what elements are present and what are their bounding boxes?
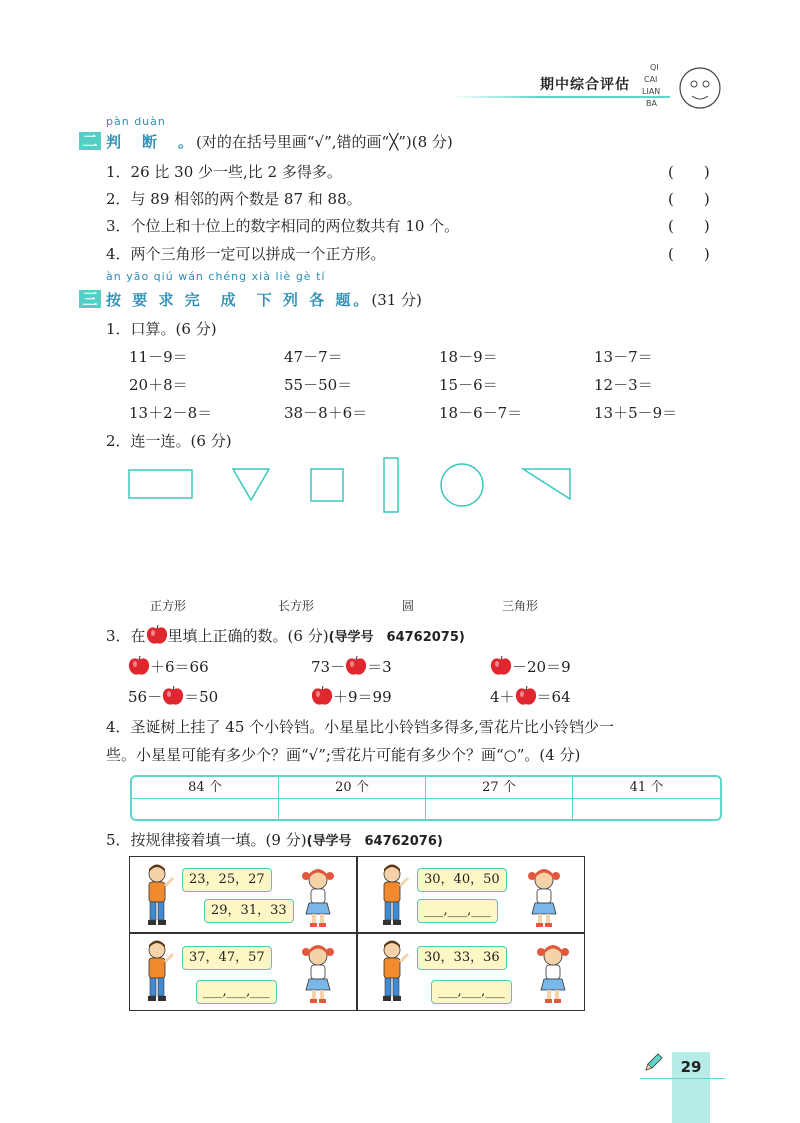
girl-bubble-4[interactable]: ___,___,___ bbox=[431, 980, 512, 1004]
q5-ref: (导学号 64762076) bbox=[306, 834, 443, 849]
judge-answer-1[interactable]: ( ) bbox=[668, 163, 710, 181]
q4-option-84: 84 个 bbox=[132, 777, 279, 799]
judge-answer-3[interactable]: ( ) bbox=[668, 217, 710, 235]
shape-label-square[interactable]: 正方形 bbox=[150, 599, 187, 613]
q3-label bbox=[106, 625, 465, 646]
boy-bubble-3: 37，47，57 bbox=[182, 946, 272, 970]
boy-bubble-4: 30，33，36 bbox=[417, 946, 507, 970]
down-triangle-shape[interactable] bbox=[233, 469, 269, 500]
section3-heading bbox=[106, 289, 422, 310]
calc-r2-c4: 12－3＝ bbox=[594, 376, 653, 394]
page-number: 29 bbox=[680, 1058, 702, 1076]
q5-label: 5．按规律接着填一填。(9 分)(导学号 64762076) bbox=[106, 831, 443, 849]
girl-figure bbox=[531, 942, 575, 1004]
q1-label: 1．口算。(6 分) bbox=[106, 320, 217, 338]
calc-r3-c4: 13＋5－9＝ bbox=[594, 404, 678, 422]
square-shape[interactable] bbox=[311, 469, 343, 501]
section2-heading bbox=[106, 131, 453, 152]
judge-item-3: 3．个位上和十位上的数字相同的两位数共有 10 个。 bbox=[106, 217, 460, 235]
apple-icon bbox=[311, 686, 333, 706]
section2-pinyin: pàn duàn bbox=[106, 115, 166, 128]
apple-eq-4: 56－ ＝50 bbox=[128, 688, 219, 706]
apple-icon bbox=[345, 656, 367, 676]
qi-cai-lian-ba-logo bbox=[628, 56, 728, 116]
apple-icon bbox=[162, 686, 184, 706]
shape-label-rectangle[interactable]: 长方形 bbox=[278, 599, 315, 613]
q4-line1: 4．圣诞树上挂了 45 个小铃铛。小星星比小铃铛多得多,雪花片比小铃铛少一 bbox=[106, 718, 614, 736]
boy-bubble-1: 23，25，27 bbox=[182, 868, 272, 892]
girl-bubble-3[interactable]: ___,___,___ bbox=[196, 980, 277, 1004]
q4-option-20: 20 个 bbox=[279, 777, 426, 799]
q3-label-pre: 3．在 bbox=[106, 627, 146, 645]
section3-number: 三 bbox=[79, 290, 101, 308]
boy-bubble-2: 30，40，50 bbox=[417, 868, 507, 892]
q3-label-post: 里填上正确的数。(6 分) bbox=[167, 627, 329, 645]
judge-answer-4[interactable]: ( ) bbox=[668, 245, 710, 263]
section3-pinyin: àn yāo qiú wán chéng xià liè gè tí bbox=[106, 270, 326, 283]
pencil-icon bbox=[642, 1050, 666, 1074]
apple-eq-6: 4＋ ＝64 bbox=[490, 688, 571, 706]
calc-r3-c3: 18－6－7＝ bbox=[439, 404, 523, 422]
girl-figure bbox=[296, 942, 340, 1004]
section2-instruction: (对的在括号里画“√”,错的画“╳”)(8 分) bbox=[196, 133, 453, 151]
logo-letter-cai: CAI bbox=[644, 75, 658, 84]
calc-r2-c2: 55－50＝ bbox=[284, 376, 353, 394]
shape-label-circle[interactable]: 圆 bbox=[402, 599, 415, 613]
girl-bubble-1: 29，31，33 bbox=[204, 899, 294, 923]
q4-option-41: 41 个 bbox=[573, 777, 720, 799]
section3-score: (31 分) bbox=[371, 291, 422, 309]
pattern-grid-hline bbox=[129, 932, 585, 934]
apple-icon bbox=[146, 625, 168, 645]
calc-r3-c2: 38－8＋6＝ bbox=[284, 404, 368, 422]
judge-item-2: 2．与 89 相邻的两个数是 87 和 88。 bbox=[106, 190, 362, 208]
q4-options-table bbox=[130, 775, 722, 821]
section2-title: 判 断 。 bbox=[106, 133, 197, 151]
shape-row bbox=[120, 455, 590, 515]
calc-r1-c4: 13－7＝ bbox=[594, 348, 653, 366]
q4-line2: 些。小星星可能有多少个？画“√”;雪花片可能有多少个？画“○”。(4 分) bbox=[106, 746, 581, 764]
boy-figure bbox=[137, 862, 177, 928]
girl-bubble-2[interactable]: ___,___,___ bbox=[417, 899, 498, 923]
calc-r1-c3: 18－9＝ bbox=[439, 348, 498, 366]
q4-option-27: 27 个 bbox=[426, 777, 573, 799]
rectangle-shape[interactable] bbox=[129, 470, 192, 498]
right-triangle-shape[interactable] bbox=[523, 469, 570, 499]
logo-letter-lian: LIAN bbox=[642, 87, 661, 96]
shape-label-triangle[interactable]: 三角形 bbox=[502, 599, 539, 613]
apple-icon bbox=[490, 656, 512, 676]
apple-eq-2: 73－ ＝3 bbox=[311, 658, 392, 676]
q3-ref: (导学号 64762075) bbox=[328, 630, 465, 645]
apple-icon bbox=[128, 656, 150, 676]
judge-item-1: 1．26 比 30 少一些,比 2 多得多。 bbox=[106, 163, 342, 181]
calc-r1-c1: 11－9＝ bbox=[129, 348, 188, 366]
apple-eq-1: ＋6＝66 bbox=[128, 656, 209, 677]
q2-label: 2．连一连。(6 分) bbox=[106, 432, 232, 450]
q4-mark-cell-4[interactable] bbox=[573, 799, 720, 819]
boy-figure bbox=[137, 938, 177, 1004]
calc-r1-c2: 47－7＝ bbox=[284, 348, 343, 366]
boy-figure bbox=[372, 862, 412, 928]
logo-letter-qi: QI bbox=[650, 63, 659, 72]
calc-r2-c1: 20＋8＝ bbox=[129, 376, 188, 394]
apple-icon bbox=[515, 686, 537, 706]
apple-eq-5: ＋9＝99 bbox=[311, 686, 392, 707]
q4-mark-cell-3[interactable] bbox=[426, 799, 573, 819]
section3-title: 按 要 求 完 成 下 列 各 题。 bbox=[106, 291, 372, 309]
apple-eq-3: －20＝9 bbox=[490, 656, 571, 677]
judge-item-4: 4．两个三角形一定可以拼成一个正方形。 bbox=[106, 245, 386, 263]
logo-letter-ba: BA bbox=[646, 99, 657, 108]
judge-answer-2[interactable]: ( ) bbox=[668, 190, 710, 208]
pattern-grid-vline bbox=[356, 856, 358, 1011]
calc-r3-c1: 13＋2－8＝ bbox=[129, 404, 213, 422]
girl-figure bbox=[522, 866, 566, 928]
calc-r2-c3: 15－6＝ bbox=[439, 376, 498, 394]
circle-shape[interactable] bbox=[441, 464, 483, 506]
boy-figure bbox=[372, 938, 412, 1004]
tall-rectangle-shape[interactable] bbox=[384, 458, 398, 512]
q4-mark-cell-1[interactable] bbox=[132, 799, 279, 819]
page-rule bbox=[640, 1078, 725, 1079]
header-title: 期中综合评估 bbox=[540, 77, 630, 93]
q4-mark-cell-2[interactable] bbox=[279, 799, 426, 819]
girl-figure bbox=[296, 866, 340, 928]
section2-number: 二 bbox=[79, 132, 101, 150]
